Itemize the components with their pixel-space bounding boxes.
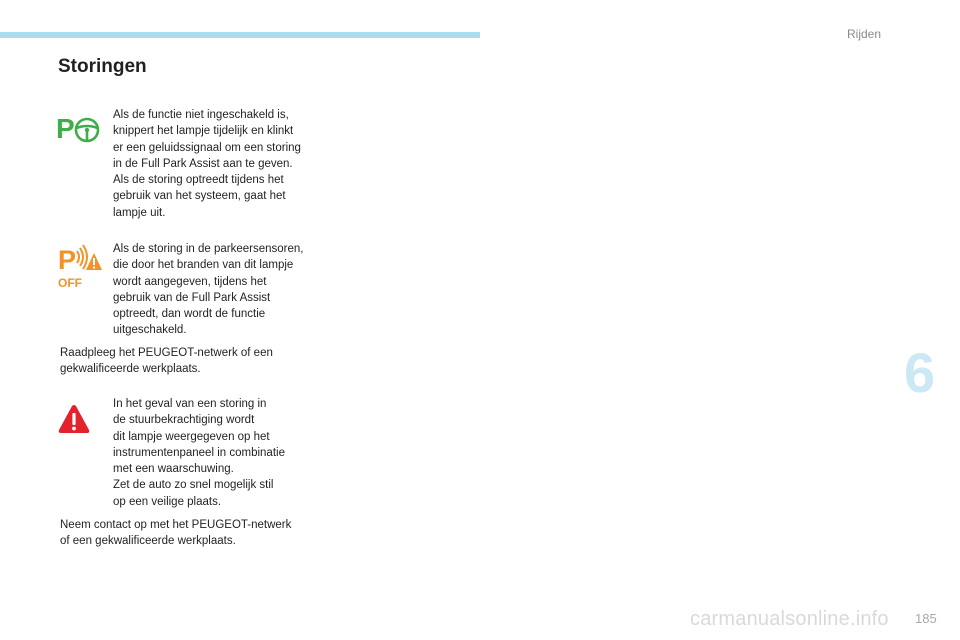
- park-steering-icon: [56, 112, 102, 146]
- chapter-label: Rijden: [847, 27, 882, 41]
- paragraph-park-sensors-fault: Als de storing in de parkeersensoren, die door het branden van dit lampje wordt aangegeven, tijdens het gebruik van de Full Park Assist optreedt, dan wordt de functie uitgeschakeld.: [113, 243, 304, 337]
- page-number: 185: [915, 611, 937, 626]
- svg-text:P: P: [56, 113, 75, 144]
- paragraph-consult-network: Raadpleeg het PEUGEOT-netwerk of een gekwalificeerde werkplaats.: [60, 347, 273, 376]
- chapter-number: 6: [904, 341, 936, 404]
- warning-triangle-icon: [58, 404, 90, 434]
- off-label: OFF: [58, 276, 82, 289]
- park-sensors-off-icon: [56, 243, 104, 289]
- watermark: carmanualsonline.info: [690, 608, 889, 630]
- svg-text:P: P: [58, 245, 77, 275]
- paragraph-park-assist-fault: Als de functie niet ingeschakeld is, knippert het lampje tijdelijk en klinkt er een geluidssignaal om een storing in de Full Park Assist aan te geven. Als de storing optreedt tijdens het gebruik van het systeem, gaat het lampje uit.: [113, 109, 301, 219]
- header-accent-bar: [0, 32, 480, 38]
- section-title: Storingen: [58, 56, 147, 77]
- paragraph-power-steering-fault: In het geval van een storing in de stuurbekrachtiging wordt dit lampje weergegeven op het instrumentenpaneel in combinatie met een waarschuwing. Zet de auto zo snel mogelijk stil op een veilige plaats.: [113, 398, 285, 508]
- paragraph-contact-network: Neem contact op met het PEUGEOT-netwerk of een gekwalificeerde werkplaats.: [60, 519, 292, 548]
